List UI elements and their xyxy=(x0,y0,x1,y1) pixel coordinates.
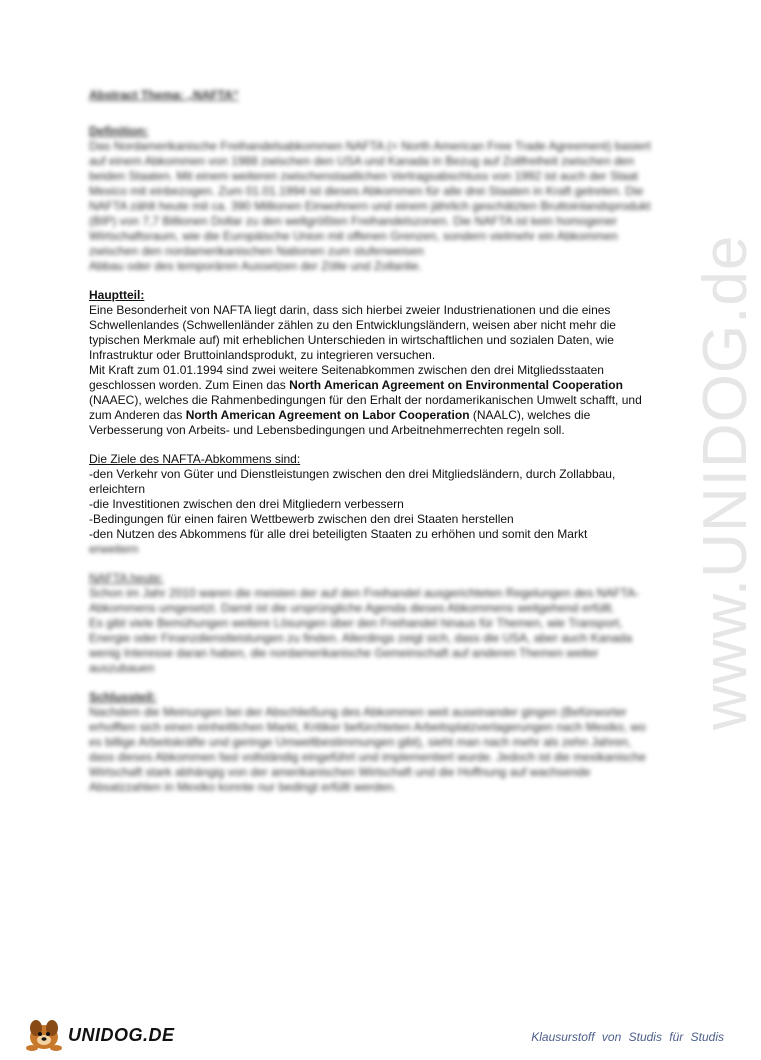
definition-last-line: Abbau oder des temporären Aussetzen der Zölle und Zollanlie. xyxy=(89,259,422,273)
heute-heading: NAFTA heute: xyxy=(89,571,164,585)
ziele-item: -den Nutzen des Abkommens für alle drei beteiligten Staaten zu erhöhen und somit den Markt xyxy=(89,527,588,541)
abstract-title: Abstract Thema: „NAFTA“ xyxy=(89,88,239,102)
footer-tagline: Klausurstoff von Studis für Studis xyxy=(531,1030,724,1044)
hauptteil-heading: Hauptteil: xyxy=(89,288,145,302)
p2-part-e: (NAALC), welches die Verbesserung von Arbeits- und Lebensbedingungen und Arbeitnehmerrechten regeln soll. xyxy=(89,408,591,437)
heute-section xyxy=(89,571,659,676)
ziele-section xyxy=(89,452,659,557)
schluss-heading: Schlussteil: xyxy=(89,690,157,704)
ziele-item: -die Investitionen zwischen den drei Mitgliedern verbessern xyxy=(89,497,404,511)
document-page xyxy=(89,88,659,795)
hauptteil-paragraph-2 xyxy=(89,363,659,438)
schluss-text: Nachdem die Meinungen bei der Abschließung des Abkommen weit auseinander gingen (Befürworter erhofften sich einen einheitlichen Markt, Kritiker befürchteten Arbeitsplatzverlagerungen nach Mexiko, wo es billige Arbeitskräfte und geringe Umweltbestimmungen gibt), sieht man nach mehr als zehn Jahren, dass dieses Abkommen fast vollständig eingeführt und implementiert wurde. Jedoch ist die mexikanische Wirtschaft stark abhängig von der amerikanischen Wirtschaft und die Hoffnung auf wachsende Absatzzahlen in Mexiko konnte nur bedingt erfüllt werden. xyxy=(89,705,646,794)
watermark-text: www.UNIDOG.de xyxy=(691,234,760,730)
schluss-section xyxy=(89,690,659,795)
heute-text-2: Es gibt viele Bemühungen weitere Lösungen über den Freihandel hinaus für Themen, wie Transport, Energie oder Finanzdienstleistungen zu finden. Allerdings zeigt sich, dass die USA, aber auch Kanada wenig Interesse daran haben, die nordamerikanische Gemeinschaft auf anderen Themen weiter auszubauen xyxy=(89,616,633,675)
ziele-heading: Die Ziele des NAFTA-Abkommens sind: xyxy=(89,452,301,466)
naalc-name: North American Agreement on Labor Cooperation xyxy=(185,408,470,422)
hauptteil-paragraph-1: Eine Besonderheit von NAFTA liegt darin, dass sich hierbei zweier Industrienationen und die eines Schwellenlandes (Schwellenländer zählen zu den Entwicklungsländern, weisen aber nicht mehr die typischen Merkmale auf) mit erheblichen Unterschieden in wirtschaftlichen und sozialen Daten, wie Infrastruktur oder Bruttoinlandsprodukt, zu integrieren versuchen. xyxy=(89,303,616,362)
definition-section xyxy=(89,124,659,274)
p2-part-c: (NAAEC), welches die Rahmenbedingungen für den Erhalt der nordamerikanischen Umwelt schafft, und zum Anderen das xyxy=(89,393,642,422)
p2-part-a: Mit Kraft zum 01.01.1994 sind zwei weitere Seitenabkommen zwischen den drei Mitgliedsstaaten geschlossen worden. Zum Einen das xyxy=(89,363,604,392)
definition-text: Das Nordamerikanische Freihandelsabkommen NAFTA (= North American Free Trade Agreement) basiert auf einem Abkommen von 1988 zwischen den USA und Kanada in Bezug auf Zollfreiheit zwischen den beiden Staaten. Mit einem weiteren zwischenstaatlichen Vertragsabschluss von 1992 ist auch der Staat Mexico mit einbezogen. Zum 01.01.1994 ist dieses Abkommen für alle drei Staaten in Kraft getreten. Die NAFTA zählt heute mit ca. 390 Millionen Einwohnern und einem jährlich geschätzten Bruttoinlandsprodukt (BIP) von 7,7 Billionen Dollar zu den weltgrößten Freihandelszonen. Die NAFTA ist kein homogener Wirtschaftsraum, wie die Europäische Union mit offenen Grenzen, sondern vielmehr ein Abkommen zwischen den nordamerikanischen Nationen zum stufenweisen xyxy=(89,139,651,258)
hauptteil-section xyxy=(89,288,659,438)
heute-text-1: Schon im Jahr 2010 waren die meisten der auf den Freihandel ausgerichteten Regelungen des NAFTA-Abkommens umgesetzt. Damit ist die ursprüngliche Agenda dieses Abkommens weitgehend erfüllt. xyxy=(89,586,640,615)
ziele-item: -den Verkehr von Güter und Dienstleistungen zwischen den drei Mitgliedsländern, durch Zollabbau, erleichtern xyxy=(89,467,616,496)
logo-text: UNIDOG.DE xyxy=(68,1025,175,1045)
definition-heading: Definition: xyxy=(89,124,149,138)
unidog-logo xyxy=(22,1015,175,1053)
dog-mascot-icon xyxy=(22,1015,66,1053)
ziele-item: -Bedingungen für einen fairen Wettbewerb zwischen den drei Staaten herstellen xyxy=(89,512,514,526)
naaec-name: North American Agreement on Environmental Cooperation xyxy=(289,378,623,392)
ziele-tail: erweitern xyxy=(89,542,139,556)
